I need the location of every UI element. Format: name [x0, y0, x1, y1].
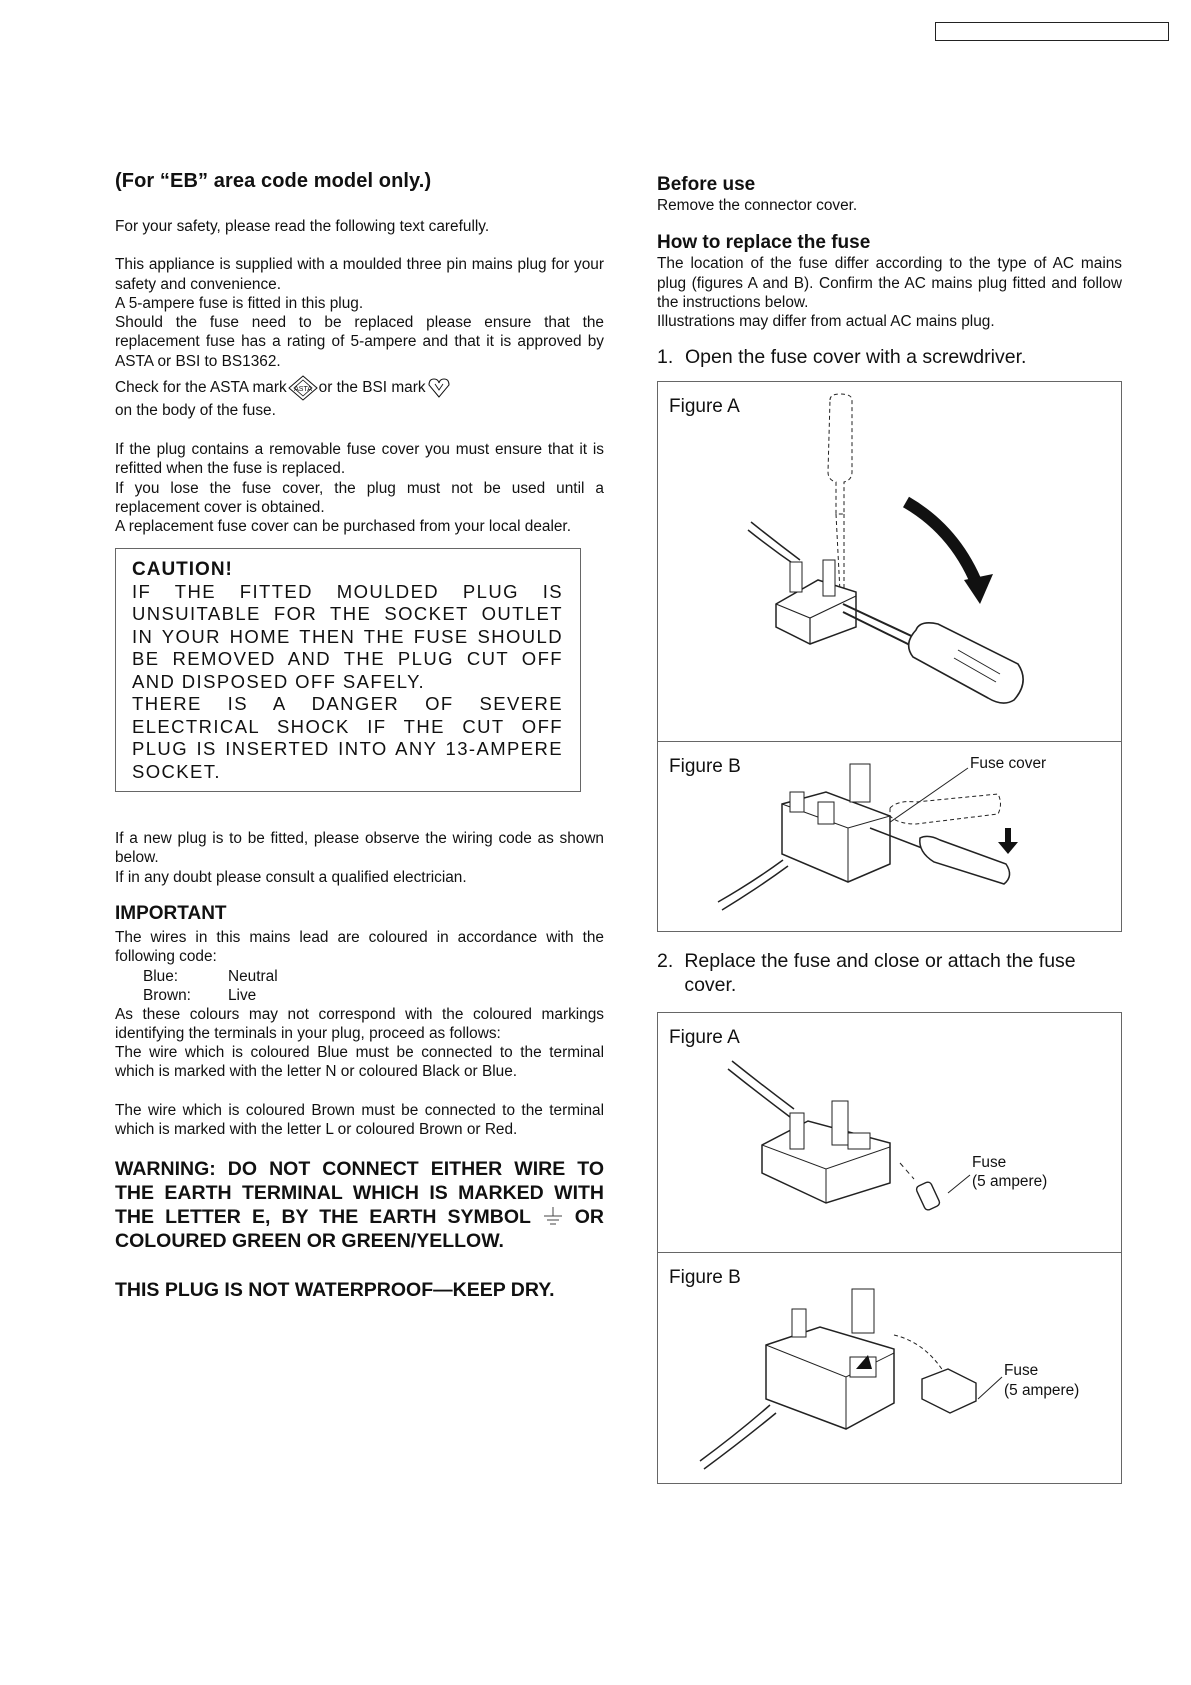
replace-fuse-text: The location of the fuse differ according to the type of AC mains plug (figures A and B). Confirm the AC mains plug fitted and follow the instructions below.	[657, 255, 1122, 311]
plug-supplied-text: This appliance is supplied with a moulded three pin mains plug for your safety and convenience.	[115, 256, 604, 293]
step-1-figure-a	[658, 382, 1121, 742]
before-use-title: Before use	[657, 174, 756, 195]
bsi-kitemark-icon	[426, 375, 452, 401]
area-heading: (For “EB” area code model only.)	[115, 170, 432, 192]
code-colour-brown: Brown:	[143, 986, 191, 1004]
fuse-callout-b-2: (5 ampere)	[1004, 1382, 1080, 1400]
important-intro: The wires in this mains lead are coloured in accordance with the following code:	[115, 928, 604, 966]
fuse-cover-callout: Fuse cover	[970, 755, 1047, 773]
fuse-fitted-text: A 5-ampere fuse is fitted in this plug.	[115, 294, 364, 312]
step-2-figure-a-label: Figure A	[669, 1027, 740, 1049]
step-2-text: Replace the fuse and close or attach the fuse cover.	[684, 950, 1076, 997]
earth-warning	[115, 1157, 604, 1253]
code-colour-blue: Blue:	[143, 967, 179, 985]
mark-text-3: on the body of the fuse.	[115, 402, 276, 420]
caution-line-1: IF THE FITTED MOULDED PLUG IS UNSUITABLE FOR THE SOCKET OUTLET IN YOUR HOME THEN THE FUSE SHOULD BE REMOVED AND THE PLUG CUT OFF AND DISPOSED OFF SAFELY.	[132, 580, 563, 692]
illustrations-note: Illustrations may differ from actual AC mains plug.	[657, 313, 995, 331]
code-row-blue	[115, 967, 604, 986]
blue-wire-text: The wire which is coloured Blue must be connected to the terminal which is marked with the letter N or coloured Black or Blue.	[115, 1044, 604, 1081]
before-use-text: Remove the connector cover.	[657, 197, 858, 214]
brown-wire-text: The wire which is coloured Brown must be connected to the terminal which is marked with the letter L or coloured Brown or Red.	[115, 1101, 604, 1139]
plug-waterproof-warning: THIS PLUG IS NOT WATERPROOF—KEEP DRY.	[115, 1279, 555, 1302]
step-1-number: 1.	[657, 346, 674, 369]
code-meaning-live: Live	[228, 986, 257, 1004]
step-2	[657, 949, 1122, 997]
fuse-cover-lost-text: If you lose the fuse cover, the plug must not be used until a replacement cover is obtained.	[115, 479, 604, 516]
earth-warning-text-1: WARNING: DO NOT CONNECT EITHER WIRE TO THE EARTH TERMINAL WHICH IS MARKED WITH THE LETTER E, BY THE EARTH SYMBOL	[115, 1158, 604, 1229]
fuse-replace-b-illustration	[658, 1253, 1123, 1483]
caution-box	[115, 548, 581, 793]
caution-line-2: THERE IS A DANGER OF SEVERE ELECTRICAL SHOCK IF THE CUT OFF PLUG IS INSERTED INTO ANY 13-AMPERE SOCKET.	[132, 693, 563, 782]
step-1	[657, 345, 1122, 369]
step-1-figure-a-label: Figure A	[669, 396, 740, 418]
screwdriver-open-figure-b-illustration	[658, 742, 1123, 931]
right-column	[657, 173, 1122, 1484]
step-1-figure-b	[658, 742, 1121, 931]
step-2-number: 2.	[657, 950, 674, 973]
fuse-callout-a-1: Fuse	[972, 1154, 1007, 1172]
header-label-box	[935, 22, 1169, 41]
earth-symbol-icon	[542, 1206, 564, 1226]
mark-text-1: Check for the ASTA mark	[115, 379, 287, 397]
asta-diamond-icon	[287, 375, 319, 401]
colour-markings-text: As these colours may not correspond with the coloured markings identifying the terminals in your plug, proceed as follows:	[115, 1005, 604, 1042]
intro-text: For your safety, please read the following text carefully.	[115, 218, 490, 235]
screwdriver-open-illustration	[658, 382, 1123, 741]
mark-text-2: or the BSI mark	[318, 379, 426, 397]
consult-electrician-text: If in any doubt please consult a qualified electrician.	[115, 868, 467, 886]
fuse-replace-text: Should the fuse need to be replaced please ensure that the replacement fuse has a rating of 5-ampere and that it is approved by ASTA or BSI to BS1362.	[115, 314, 604, 370]
left-column	[115, 170, 604, 1302]
earth-warning-text-2: OR COLOURED GREEN OR GREEN/YELLOW.	[115, 1206, 605, 1253]
fuse-callout-b-1: Fuse	[1004, 1362, 1039, 1380]
step-2-figures	[657, 1012, 1122, 1484]
code-row-brown	[115, 986, 604, 1005]
replace-fuse-title: How to replace the fuse	[657, 232, 871, 254]
fuse-cover-purchase-text: A replacement fuse cover can be purchased from your local dealer.	[115, 518, 571, 536]
code-meaning-neutral: Neutral	[228, 967, 278, 985]
step-1-text: Open the fuse cover with a screwdriver.	[685, 346, 1027, 369]
mark-check-line	[115, 375, 604, 421]
step-1-figures	[657, 381, 1122, 932]
important-title: IMPORTANT	[115, 902, 227, 924]
fuse-replace-a-illustration	[658, 1013, 1123, 1252]
step-2-figure-a	[658, 1013, 1121, 1253]
svg-text:ASTA: ASTA	[293, 386, 312, 394]
fuse-cover-refit-text: If the plug contains a removable fuse cover you must ensure that it is refitted when the fuse is replaced.	[115, 441, 604, 478]
new-plug-text: If a new plug is to be fitted, please observe the wiring code as shown below.	[115, 830, 604, 867]
caution-title: CAUTION!	[132, 558, 233, 580]
step-1-figure-b-label: Figure B	[669, 756, 741, 778]
step-2-figure-b-label: Figure B	[669, 1267, 741, 1289]
fuse-callout-a-2: (5 ampere)	[972, 1173, 1048, 1191]
step-2-figure-b	[658, 1253, 1121, 1483]
